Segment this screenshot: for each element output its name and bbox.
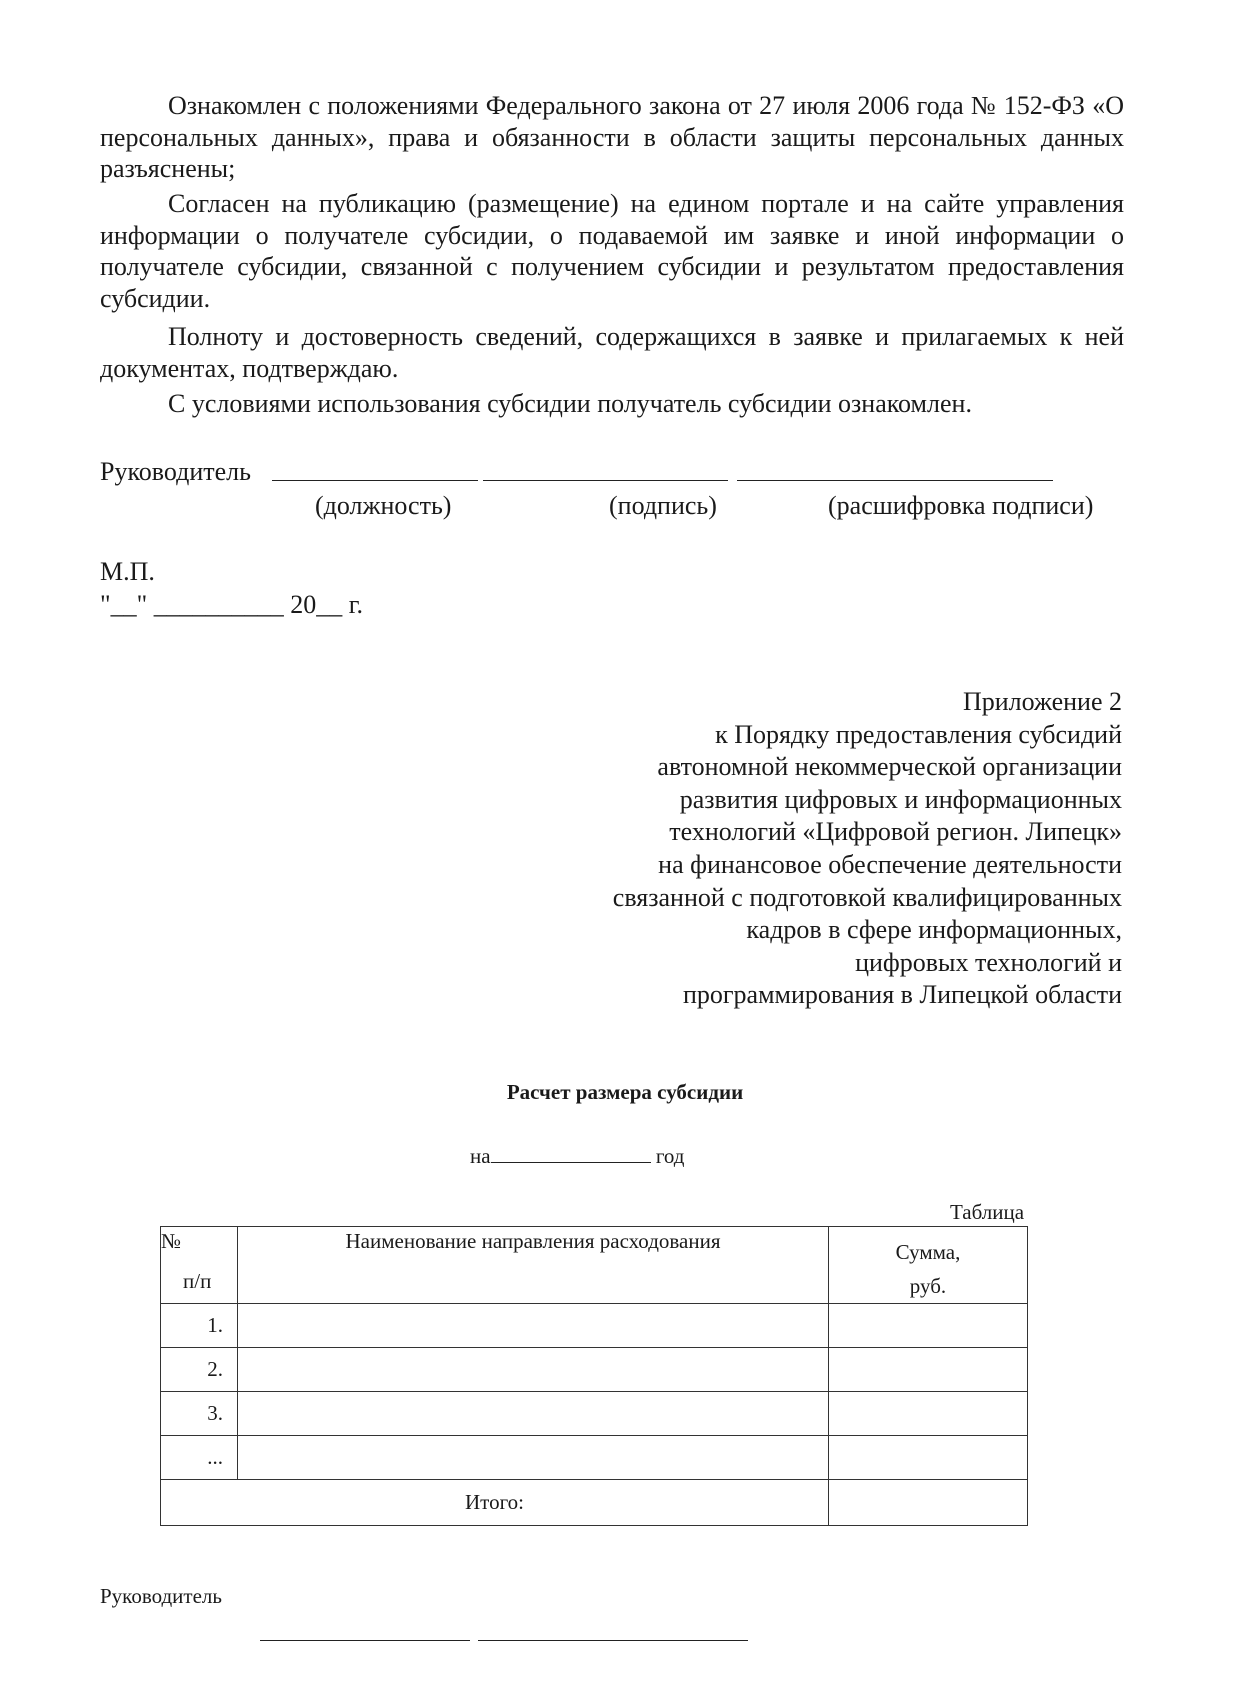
appendix-line: цифровых технологий и: [855, 947, 1122, 977]
header-name: Наименование направления расходования: [238, 1227, 829, 1304]
signature-caption: (подпись): [609, 491, 717, 520]
row-number: ...: [161, 1436, 238, 1480]
table-row: [161, 1348, 1028, 1392]
row-name-cell[interactable]: [238, 1348, 829, 1392]
paragraph-accuracy-confirmation: Полноту и достоверность сведений, содержащихся в заявке и прилагаемых к ней документах, подтверждаю.: [100, 322, 1124, 383]
year-line: [470, 1142, 684, 1169]
table-total-row: [161, 1480, 1028, 1526]
signature-label: Руководитель: [100, 457, 251, 486]
row-sum-cell[interactable]: [829, 1392, 1028, 1436]
appendix-line: технологий «Цифровой регион. Липецк»: [669, 817, 1122, 847]
decryption-caption: (расшифровка подписи): [828, 491, 1094, 520]
appendix-line: к Порядку предоставления субсидий: [715, 719, 1122, 749]
row-sum-cell[interactable]: [829, 1348, 1028, 1392]
appendix-line: развития цифровых и информационных: [679, 784, 1122, 814]
bottom-position-line[interactable]: [260, 1640, 470, 1641]
row-sum-cell[interactable]: [829, 1436, 1028, 1480]
calc-title: Расчет размера субсидии: [506, 1080, 744, 1104]
header-num-mark: №: [161, 1229, 182, 1253]
date-line: "__" __________ 20__ г.: [100, 590, 363, 619]
row-name-cell[interactable]: [238, 1436, 829, 1480]
appendix-line: Приложение 2: [962, 687, 1122, 716]
appendix-heading: [482, 686, 1122, 1012]
position-caption: (должность): [315, 491, 452, 520]
header-num: [161, 1227, 238, 1304]
row-number: 2.: [161, 1348, 238, 1392]
appendix-line: кадров в сфере информационных,: [746, 915, 1122, 945]
bottom-signature-label: Руководитель: [100, 1584, 222, 1608]
row-name-cell[interactable]: [238, 1392, 829, 1436]
paragraph-personal-data: Ознакомлен с положениями Федерального закона от 27 июля 2006 года № 152-ФЗ «О персональных данных», права и обязанности в области защиты персональных данных разъяснены;: [100, 91, 1124, 183]
table-row: [161, 1392, 1028, 1436]
appendix-line: связанной с подготовкой квалифицированных: [612, 882, 1122, 912]
table-row: [161, 1436, 1028, 1480]
row-number: 1.: [161, 1304, 238, 1348]
table-label: Таблица: [950, 1200, 1025, 1224]
row-name-cell[interactable]: [238, 1304, 829, 1348]
row-number: 3.: [161, 1392, 238, 1436]
table-row: [161, 1304, 1028, 1348]
table-header-row: [161, 1227, 1028, 1304]
row-sum-cell[interactable]: [829, 1304, 1028, 1348]
header-num-label: п/п: [183, 1269, 212, 1293]
header-sum: Сумма, руб.: [829, 1227, 1028, 1304]
bottom-signature-line[interactable]: [478, 1640, 748, 1641]
total-sum-cell[interactable]: [829, 1480, 1028, 1526]
subsidy-table: [160, 1226, 1028, 1526]
year-input-line[interactable]: [491, 1142, 651, 1163]
total-label: Итого:: [161, 1480, 829, 1526]
paragraph-conditions: С условиями использования субсидии получатель субсидии ознакомлен.: [168, 389, 972, 418]
signature-line[interactable]: [483, 480, 728, 481]
year-prefix: на: [470, 1144, 491, 1168]
decryption-line[interactable]: [737, 480, 1053, 481]
position-line[interactable]: [272, 480, 478, 481]
appendix-line: автономной некоммерческой организации: [657, 752, 1122, 782]
paragraph-publication-consent: Согласен на публикацию (размещение) на едином портале и на сайте управления информации о получателе субсидии, о подаваемой им заявке и иной информации о получателе субсидии, связанной с получением субсидии и результатом предоставления субсидии.: [100, 189, 1124, 313]
stamp-mark: М.П.: [100, 557, 155, 586]
appendix-line: на финансовое обеспечение деятельности: [658, 849, 1122, 879]
appendix-line: программирования в Липецкой области: [682, 980, 1122, 1010]
year-suffix: год: [655, 1144, 685, 1168]
